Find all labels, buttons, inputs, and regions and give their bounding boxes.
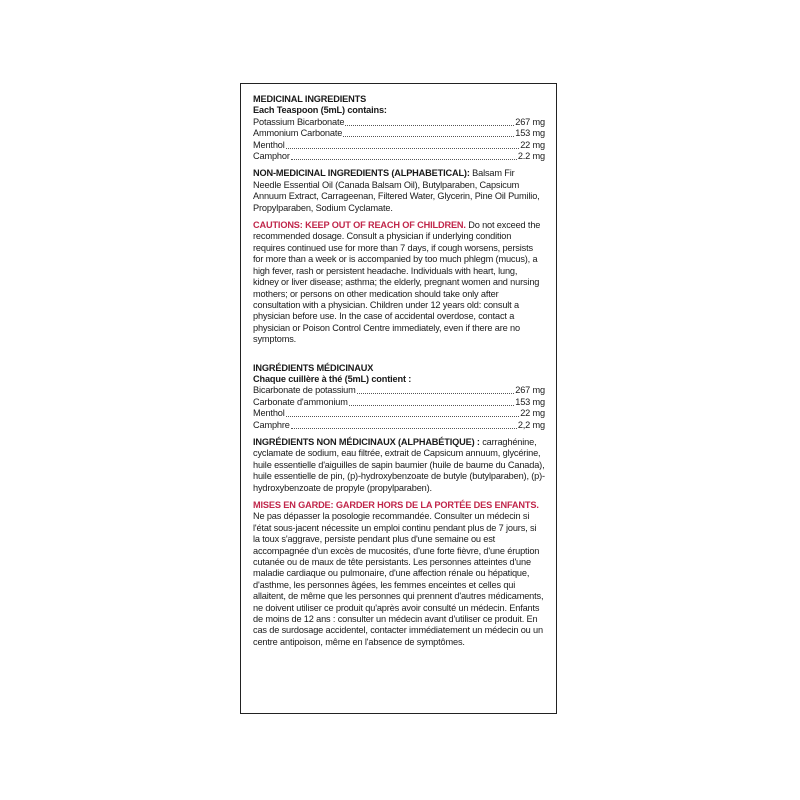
ingredient-amount: 267 mg <box>515 116 545 127</box>
ingredient-name: Bicarbonate de potassium <box>253 385 356 396</box>
ingredient-row <box>253 140 545 151</box>
product-label-panel <box>240 83 557 714</box>
ingredient-amount: 153 mg <box>515 128 545 139</box>
ingredient-row <box>253 397 545 408</box>
leader-dots <box>343 128 514 137</box>
nonmedicinal-text-fr: carraghénine, cyclamate de sodium, eau filtrée, extrait de Capsicum annuum, glycérine, huile essentielle d'aiguilles de sapin baumier (huile de baume du Canada), huile essentielle de pin, (p)-hydroxybenzoate de butyle (butylparaben), (p)-hydroxybenzoate de propyle (propylparaben). <box>253 436 545 493</box>
french-section <box>253 363 545 649</box>
nonmedicinal-text-en: Balsam Fir Needle Essential Oil (Canada Balsam Oil), Butylparaben, Capsicum Annuum Extract, Carrageenan, Filtered Water, Glycerin, Pine Oil Pumilio, Propylparaben, Sodium Cyclamate. <box>253 168 540 213</box>
ingredient-amount: 153 mg <box>515 396 545 407</box>
ingredient-row <box>253 117 545 128</box>
english-section <box>253 94 545 346</box>
nonmedicinal-heading-fr: INGRÉDIENTS NON MÉDICINAUX (ALPHABÉTIQUE) : <box>253 436 480 447</box>
leader-dots <box>349 397 514 406</box>
ingredient-name: Carbonate d'ammonium <box>253 396 348 407</box>
leader-dots <box>345 117 514 126</box>
ingredient-row <box>253 420 545 431</box>
dose-subheading-fr: Chaque cuillère à thé (5mL) contient : <box>253 373 412 384</box>
dose-subheading-en: Each Teaspoon (5mL) contains: <box>253 105 387 116</box>
leader-dots <box>286 140 520 149</box>
ingredient-name: Camphor <box>253 151 290 162</box>
ingredient-name: Menthol <box>253 139 285 150</box>
nonmedicinal-paragraph-fr <box>253 437 545 494</box>
ingredient-name: Potassium Bicarbonate <box>253 116 345 127</box>
ingredient-amount: 22 mg <box>520 139 545 150</box>
ingredient-name: Menthol <box>253 408 285 419</box>
cautions-text-en: Do not exceed the recommended dosage. Consult a physician if underlying condition requires continued use for more than 7 days, if cough worsens, persists for more than a week or is accompanied by too much phlegm (mucus), a high fever, rash or persistent headache. Individuals with heart, lung, kidney or liver disease; asthma; the elderly, pregnant women and nursing mothers; or persons on other medication should take only after consultation with a physician. Children under 12 years old: consult a physician before use. In the case of accidental overdose, contact a physician or Poison Control Centre immediately, even if there are no symptoms. <box>253 220 541 345</box>
ingredient-row <box>253 151 545 162</box>
ingredient-amount: 22 mg <box>520 408 545 419</box>
ingredient-row <box>253 128 545 139</box>
leader-dots <box>291 151 517 160</box>
leader-dots <box>286 408 520 417</box>
ingredient-row <box>253 385 545 396</box>
ingredient-name: Ammonium Carbonate <box>253 128 343 139</box>
nonmedicinal-heading-en: NON-MEDICINAL INGREDIENTS (ALPHABETICAL): <box>253 168 470 179</box>
ingredient-name: Camphre <box>253 419 290 430</box>
leader-dots <box>357 385 515 394</box>
ingredient-amount: 267 mg <box>515 385 545 396</box>
cautions-heading-fr: MISES EN GARDE: GARDER HORS DE LA PORTÉE DES ENFANTS. <box>253 500 539 510</box>
label-content <box>253 94 545 648</box>
cautions-paragraph-fr <box>253 500 545 648</box>
medicinal-heading-en: MEDICINAL INGREDIENTS <box>253 94 367 104</box>
cautions-heading-en: CAUTIONS: KEEP OUT OF REACH OF CHILDREN. <box>253 220 466 231</box>
cautions-paragraph-en <box>253 220 545 345</box>
nonmedicinal-paragraph-en <box>253 168 545 214</box>
ingredient-amount: 2.2 mg <box>517 151 545 162</box>
medicinal-heading-fr: INGRÉDIENTS MÉDICINAUX <box>253 362 374 373</box>
cautions-text-fr: Ne pas dépasser la posologie recommandée. Consulter un médecin si l'état sous-jacent nécessite un emploi continu pendant plus de 7 jours, si la toux s'aggrave, persiste pendant plus d'une semaine ou est accompagnée d'un excès de mucosités, d'une forte fièvre, d'une éruption cutanée ou de maux de tête persistants. Les personnes atteintes d'une maladie cardiaque ou pulmonaire, d'une affection rénale ou hépatique, d'asthme, les personnes âgées, les femmes enceintes et celles qui allaitent, de même que les personnes qui prennent d'autres médicaments, ne doivent utiliser ce produit qu'après avoir consulté un médecin. Enfants de moins de 12 ans : consulter un médecin avant d'utiliser ce produit. En cas de surdosage accidentel, contacter immédiatement un médecin ou un centre antipoison, même en l'absence de symptômes. <box>253 511 544 647</box>
leader-dots <box>291 420 517 429</box>
ingredient-row <box>253 408 545 419</box>
ingredient-amount: 2,2 mg <box>517 419 545 430</box>
